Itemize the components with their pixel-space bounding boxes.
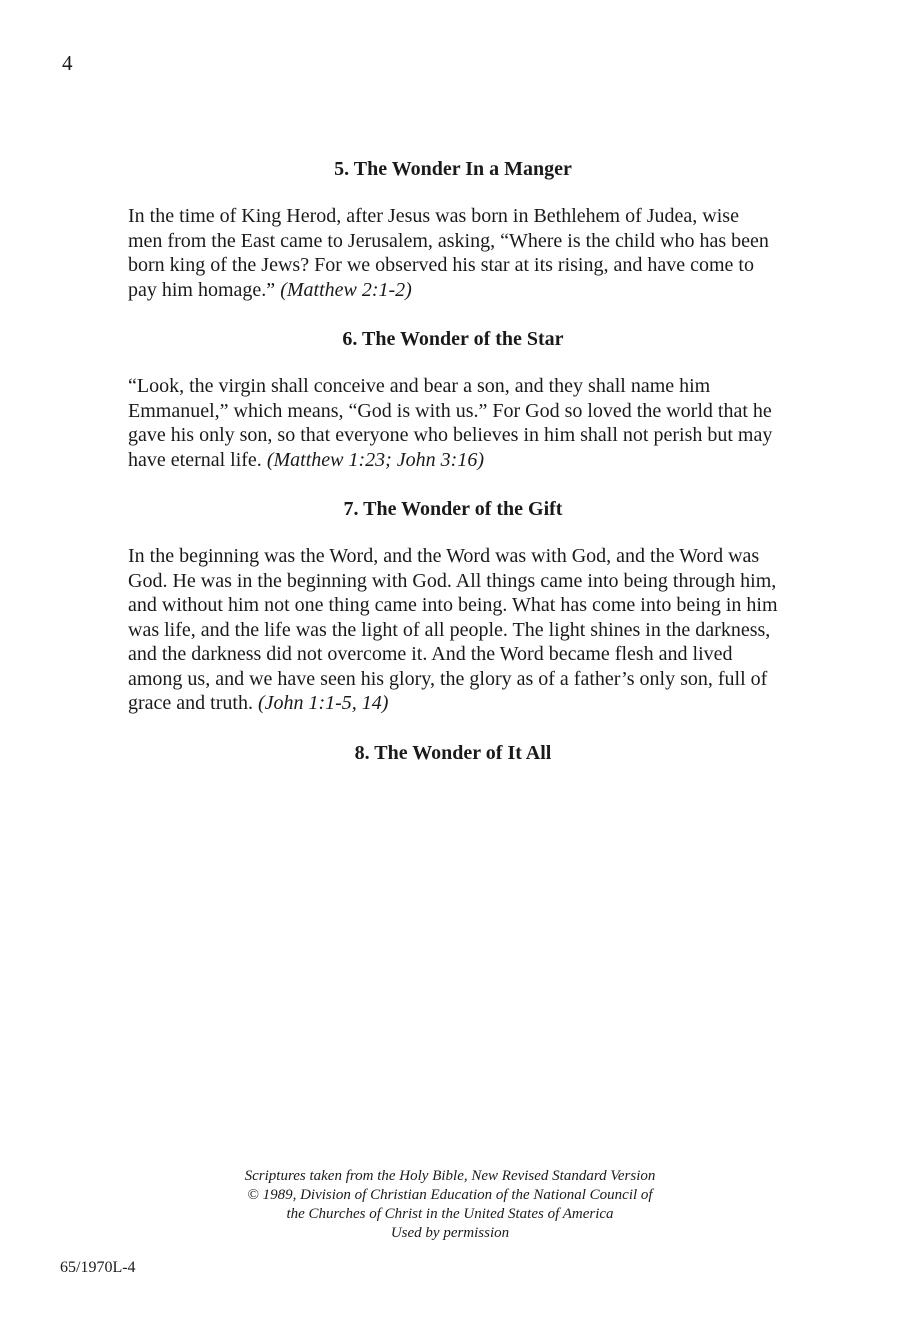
page-content xyxy=(128,156,778,766)
scripture-text: In the beginning was the Word, and the Word was with God, and the Word was God. He was in the beginning with God. All things came into being through him, and without him not one thing came into being. What has come into being in him was life, and the life was the light of all people. The light shines in the darkness, and the darkness did not overcome it. And the Word became flesh and lived among us, and we have seen his glory, the glory as of a father’s only son, full of grace and truth. xyxy=(128,545,778,714)
scripture-citation: (Matthew 2:1-2) xyxy=(280,278,412,301)
scripture-text: In the time of King Herod, after Jesus was born in Bethlehem of Judea, wise men from the East came to Jerusalem, asking, “Where is the child who has been born king of the Jews? For we observed his star at its rising, and have come to pay him homage.” xyxy=(128,205,769,301)
section-heading-6: 6. The Wonder of the Star xyxy=(342,328,564,350)
section-heading-7: 7. The Wonder of the Gift xyxy=(343,498,563,520)
credit-line: the Churches of Christ in the United States of America xyxy=(286,1206,614,1222)
catalog-number: 65/1970L-4 xyxy=(60,1259,136,1276)
credit-line: © 1989, Division of Christian Education of the National Council of xyxy=(247,1187,653,1203)
scripture-citation: (John 1:1-5, 14) xyxy=(257,692,389,714)
scripture-text: “Look, the virgin shall conceive and bear a son, and they shall name him Emmanuel,” which means, “God is with us.” For God so loved the world that he gave his only son, so that everyone who believes in him shall not perish but may have eternal life. xyxy=(128,375,773,471)
page-number: 4 xyxy=(62,51,73,75)
section-body-6 xyxy=(128,374,778,472)
credit-line: Scriptures taken from the Holy Bible, New Revised Standard Version xyxy=(244,1168,656,1184)
section-body-5 xyxy=(128,204,778,302)
section-heading-8: 8. The Wonder of It All xyxy=(354,741,552,764)
copyright-credits xyxy=(150,1167,750,1243)
section-body-7 xyxy=(128,544,778,716)
credit-line: Used by permission xyxy=(390,1225,510,1241)
section-heading-5: 5. The Wonder In a Manger xyxy=(334,158,572,180)
scripture-citation: (Matthew 1:23; John 3:16) xyxy=(266,448,484,471)
